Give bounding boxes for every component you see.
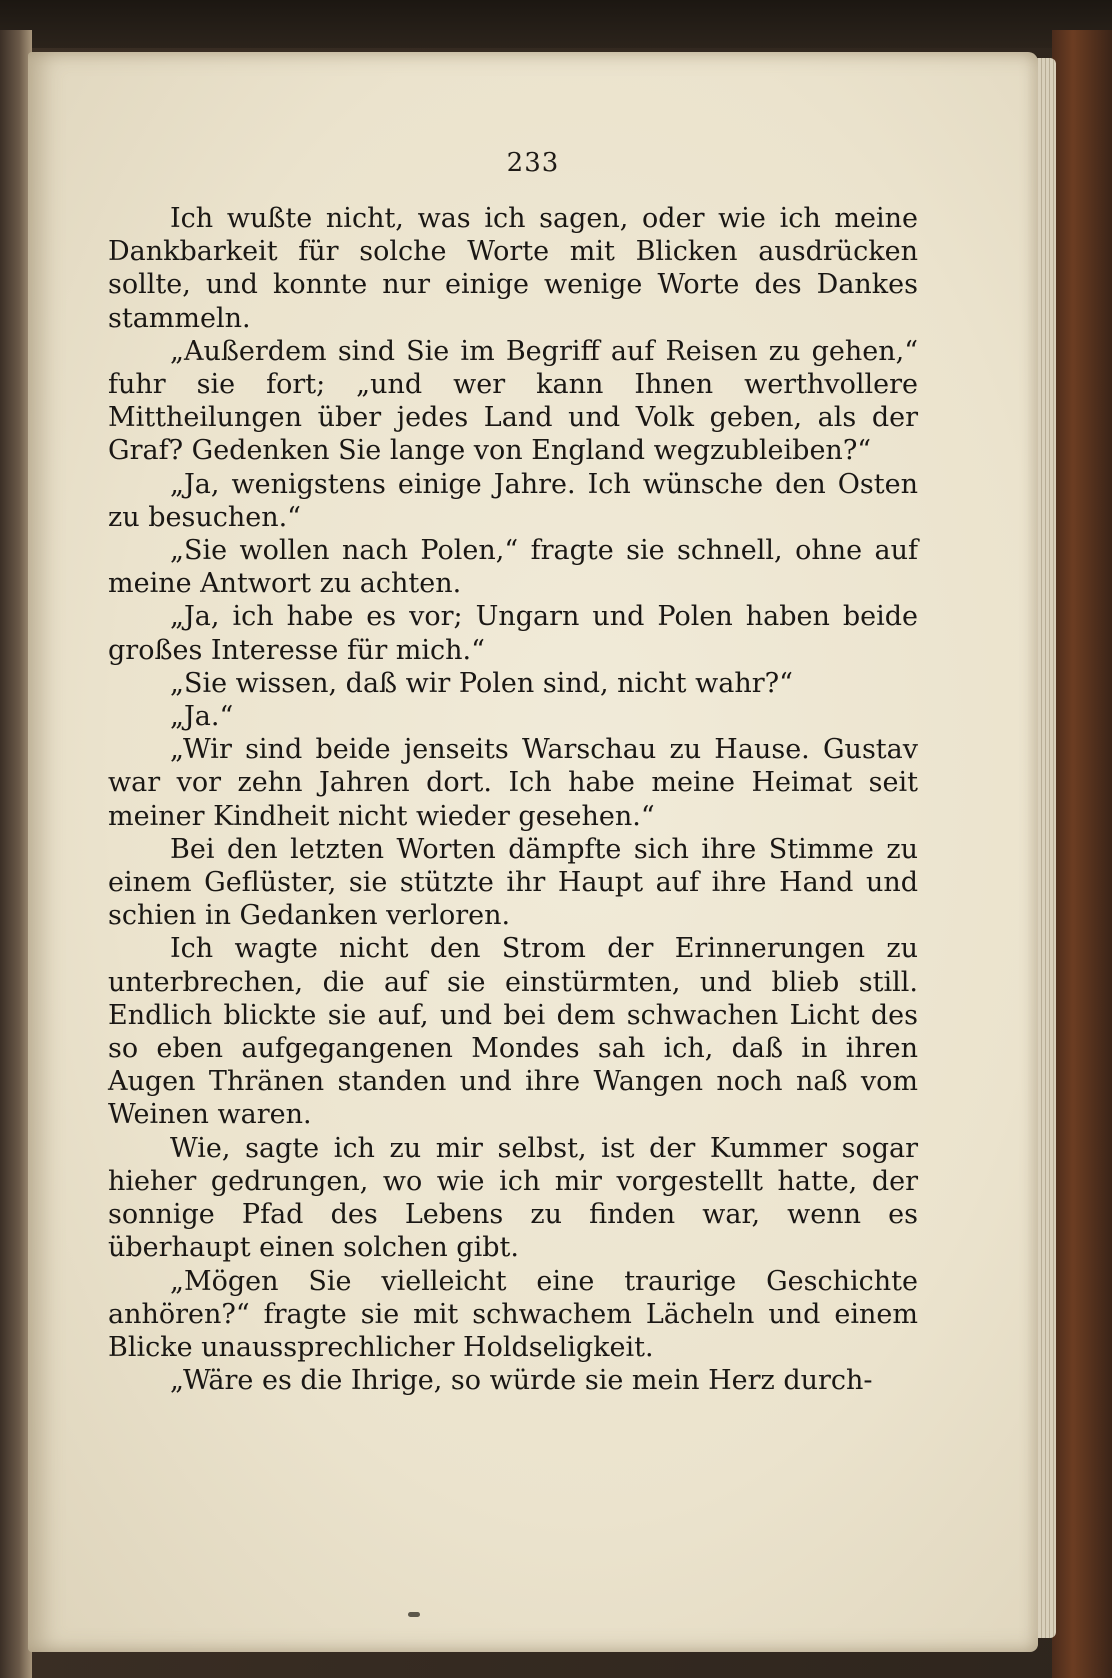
page-number: 233	[506, 148, 560, 178]
paragraph: „Sie wissen, daß wir Polen sind, nicht wahr?“	[170, 667, 793, 699]
paragraph: „Ja, ich habe es vor; Ungarn und Polen haben beide großes Interesse für mich.“	[108, 601, 918, 666]
paragraph: „Wäre es die Ihrige, so würde sie mein Herz durch-	[170, 1365, 873, 1397]
paragraph: „Wir sind beide jenseits Warschau zu Hause. Gustav war vor zehn Jahren dort. Ich habe meine Heimat seit meiner Kindheit nicht wieder gesehen.“	[108, 734, 918, 832]
paragraph: Ich wußte nicht, was ich sagen, oder wie ich meine Dankbarkeit für solche Worte mit Blicken ausdrücken sollte, und konnte nur einige wenige Worte des Dankes stammeln.	[108, 203, 918, 334]
paragraph: „Sie wollen nach Polen,“ fragte sie schnell, ohne auf meine Antwort zu achten.	[108, 535, 918, 600]
paragraph: Bei den letzten Worten dämpfte sich ihre Stimme zu einem Geflüster, sie stützte ihr Haupt auf ihre Hand und schien in Gedanken verloren.	[108, 833, 918, 932]
paragraph: „Ja, wenigstens einige Jahre. Ich wünsche den Osten zu besuchen.“	[108, 468, 918, 533]
background-top-edge	[0, 0, 1112, 48]
body-text	[108, 202, 918, 1397]
book-right-cover	[1052, 30, 1112, 1678]
paragraph: Wie, sagte ich zu mir selbst, ist der Kummer sogar hieher gedrungen, wo wie ich mir vorgestellt hatte, der sonnige Pfad des Lebens zu finden war, wenn es überhaupt einen solchen gibt.	[108, 1132, 918, 1264]
paragraph: „Ja.“	[170, 701, 234, 733]
paragraph: „Mögen Sie vielleicht eine traurige Geschichte anhören?“ fragte sie mit schwachem Lächeln und einem Blicke unaussprechlicher Holdseligkeit.	[108, 1265, 918, 1363]
paragraph: „Außerdem sind Sie im Begriff auf Reisen zu gehen,“ fuhr sie fort; „und wer kann Ihnen werthvollere Mittheilungen über jedes Land und Volk geben, als der Graf? Gedenken Sie lange von England wegzubleiben?“	[108, 335, 918, 467]
ink-smudge	[408, 1612, 420, 1617]
book-page	[28, 52, 1038, 1652]
paragraph: Ich wagte nicht den Strom der Erinnerungen zu unterbrechen, die auf sie einstürmten, und blieb still. Endlich blickte sie auf, und bei dem schwachen Licht des so eben aufgegangenen Mondes sah ich, daß in ihren Augen Thränen standen und ihre Wangen noch naß vom Weinen waren.	[108, 933, 918, 1131]
